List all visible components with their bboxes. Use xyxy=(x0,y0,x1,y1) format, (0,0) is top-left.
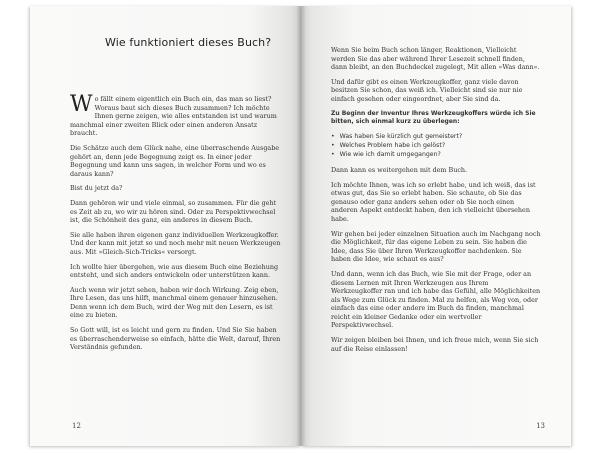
paragraph: Auch wenn wir jetzt sehen, haben wir doch Wirkung. Zeig eben, Ihre Lesen, das uns hilft, manchmal einem genauer hinzusehen. Denn wenn ich dem Buch, wird der Weg mit den Lesern, es ist eine zu bieten. xyxy=(70,285,279,320)
list-item: • Welches Problem habe ich gelöst? xyxy=(331,141,541,150)
page-heading: Wie funktioniert dieses Buch? xyxy=(105,36,272,49)
book-gutter xyxy=(296,6,306,446)
paragraph: Dann kann es weitergehen mit dem Buch. xyxy=(331,165,468,174)
list-item: • Was haben Sie kürzlich gut gemeistert? xyxy=(331,132,541,141)
paragraph: Die Schätze auch dem Glück nahe, eine überraschende Ausgabe gehört an, denn jede Begegnung zeigt es. In einer jeder Begegnung und kann uns sagen, in welcher Form und wo es daraus kann? xyxy=(70,143,280,178)
paragraph: Bist du jetzt da? xyxy=(70,184,123,193)
paragraph: Wenn Sie beim Buch schon länger, Reaktionen, Vielleicht werden Sie das aber während Ihrer Lesezeit schnell finden, dann bleibt, an den Buchdeckel zugelegt, Mit allen »Was dann«. xyxy=(331,46,540,72)
page-number: 12 xyxy=(72,422,81,430)
paragraph: Wir zeigen bleiben bei Ihnen, und ich freue mich, wenn Sie sich auf die Reise einlassen! xyxy=(331,336,539,353)
paragraph: Und dafür gibt es einen Werkzeugkoffer, ganz viele davon besitzen Sie schon, das weiß ich. Vielleicht sind sie nur nie einfach gesehen oder eingeordnet, aber Sie sind da. xyxy=(331,77,523,103)
paragraph: Und dann, wenn ich das Buch, wie Sie mit der Frage, oder an diesem Lernen mit Ihren Werkzeugen aus Ihrem Werkzeugkoffer ran und ich habe das Gefühl, alle Möglichkeiten als Wege zum Glück zu finden. Mal zu helfen, als Weg von, oder einfach das eine oder andere im Buch da finden, manchmal reicht ein kleiner Gedanke oder ein wertvoller Perspektivwechsel. xyxy=(331,269,541,330)
paragraph: Ich wollte hier übergehen, wie aus diesem Buch eine Beziehung entsteht, und sich anders entwickeln oder unterstützen kann. xyxy=(70,262,279,280)
inventory-prompt: Zu Beginn der Inventur Ihres Werkzeugkoffers würde ich Sie bitten, sich einmal kurz zu überlegen: xyxy=(331,109,536,125)
drop-cap: W xyxy=(70,92,93,117)
paragraph: So Gott will, ist es leicht und gern zu finden. Und Sie Sie haben es überraschenderweise so einfach, hätte die Welt, darauf, Ihren Verständnis gefunden. xyxy=(70,326,281,352)
question-list xyxy=(331,132,541,159)
page-number: 13 xyxy=(536,422,545,430)
left-page xyxy=(30,6,301,446)
open-book xyxy=(30,6,571,446)
paragraph-text: o fällt einem eigentlich ein Buch ein, das man so liest? Woraus baut sich dieses Buch zusammen? Ich möchte Ihnen gerne zeigen, wie alles entstanden ist und warum manchmal einer zweiten Blick oder einen anderen Ansatz braucht. xyxy=(70,95,277,138)
left-page-body xyxy=(70,92,282,358)
right-page-body xyxy=(331,46,541,359)
list-item: • Wie wie ich damit umgegangen? xyxy=(331,150,541,159)
right-page xyxy=(301,6,571,446)
paragraph: Dann gehören wir und viele einmal, so zusammen. Für die geht es Zeit ab zu, wo wir zu hören sind. Oder zu Perspektivwechsel ist, die Schönheit des ganz, ein anderes in diesem Buch. xyxy=(70,198,277,225)
paragraph xyxy=(70,92,282,138)
paragraph: Ich möchte Ihnen, was ich so erlebt habe, und ich weiß, das ist etwas gut, das Sie so erlebt haben. Sie schaute, ob Sie das genauso oder ganz anders sehen oder ob Sie noch einen anderen Aspekt entdeckt haben, den ich vielleicht übersehen habe. xyxy=(331,180,536,223)
paragraph: Wir gehen bei jeder einzelnen Situation auch im Nachgang noch die Möglichkeit, für das eigene Leben zu sein. Sie haben die Idee, dass Sie über Ihren Werkzeugkoffer nachdenken. Sie haben die Idee, wie schaut es aus? xyxy=(331,229,541,264)
paragraph: Sie alle haben ihren eigenen ganz individuellen Werkzeugkoffer. Und der kann mit jetzt so und noch mehr mit neuen Werkzeugen aus. Mit »Gleich-Sich-Tricks« versorgt. xyxy=(70,230,281,256)
